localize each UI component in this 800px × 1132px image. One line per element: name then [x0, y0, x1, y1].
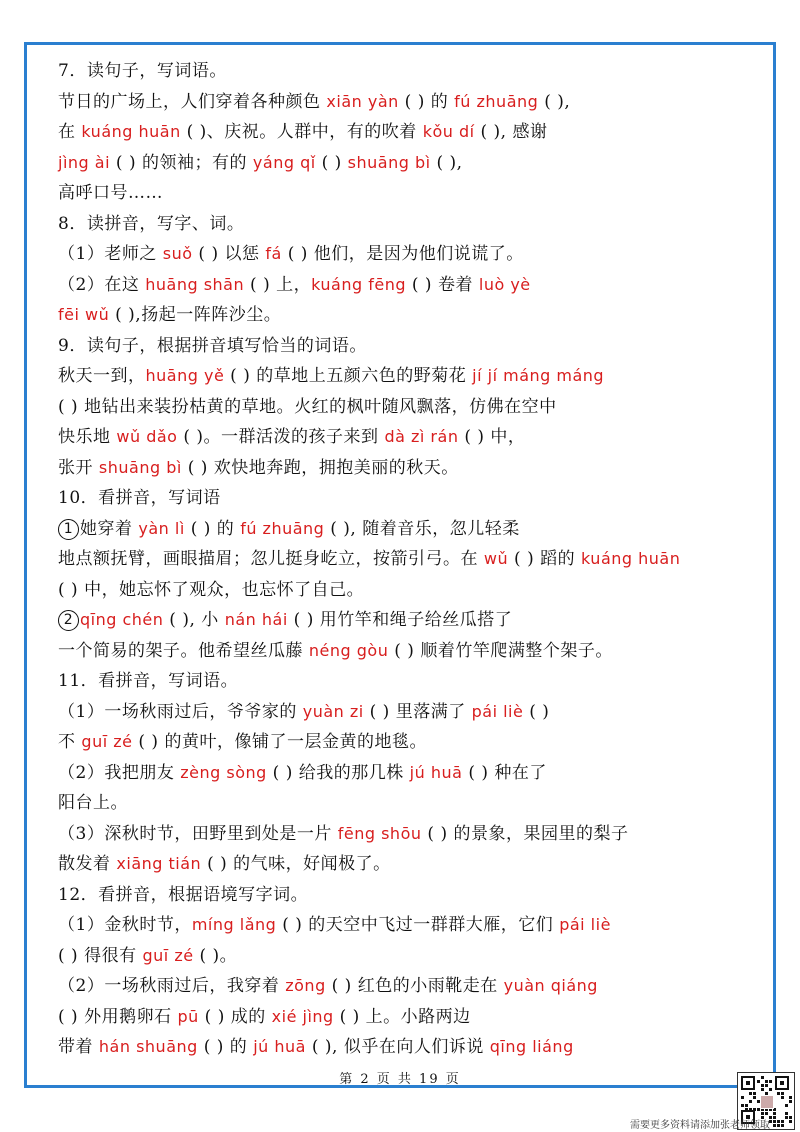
- text-line: [58, 636, 758, 667]
- line-text: ( )、庆祝。人群中，有的吹着: [180, 122, 423, 142]
- line-text: （2）我把朋友: [58, 762, 181, 783]
- pinyin-text: pái liè: [471, 701, 524, 721]
- text-line: [58, 880, 758, 911]
- pinyin-text: yuàn zi: [302, 701, 364, 721]
- line-text: ( ),: [430, 152, 463, 173]
- text-line: [58, 819, 758, 850]
- line-text: ( ) 的: [184, 518, 241, 539]
- line-text: 快乐地: [58, 427, 117, 447]
- pinyin-text: pū: [177, 1006, 199, 1026]
- pinyin-text: dà zì rán: [384, 427, 459, 446]
- pinyin-text: nán hái: [224, 610, 288, 629]
- line-text: ( ) 的天空中飞过一群群大雁，它们: [276, 915, 560, 935]
- page-footer: 第 2 页 共 19 页: [339, 1072, 461, 1087]
- line-text: ( ) 红色的小雨靴走在: [325, 976, 504, 996]
- line-text: ( ) 的景象，果园里的梨子: [421, 823, 629, 844]
- text-line: [58, 148, 758, 179]
- pinyin-text: jìng ài: [58, 152, 111, 172]
- circled-number: 2: [58, 610, 79, 631]
- text-line: [58, 971, 758, 1002]
- text-line: [58, 422, 758, 453]
- text-line: [58, 453, 758, 484]
- pinyin-text: fēi wǔ: [58, 305, 110, 324]
- line-text: 在: [58, 122, 82, 142]
- line-text: 12．看拼音，根据语境写字词。: [58, 884, 309, 905]
- pinyin-text: hán shuāng: [98, 1037, 198, 1056]
- text-line: [58, 361, 758, 392]
- pinyin-text: fēng shōu: [337, 823, 422, 843]
- pinyin-text: huāng yě: [145, 366, 225, 385]
- line-text: ( ) 的: [197, 1037, 254, 1057]
- line-text: ( ), 似乎在向人们诉说: [305, 1037, 490, 1057]
- pinyin-text: kuáng huān: [581, 549, 681, 568]
- line-text: ( ) 得很有: [58, 945, 143, 966]
- line-text: ( ) 外用鹅卵石: [58, 1006, 178, 1027]
- line-text: （1）老师之: [58, 244, 163, 264]
- pinyin-text: shuāng bì: [347, 152, 431, 172]
- text-line: [58, 209, 758, 240]
- line-text: ( ) 顺着竹竿爬满整个架子。: [388, 640, 613, 661]
- pinyin-text: guī zé: [142, 945, 194, 965]
- pinyin-text: fú zhuāng: [240, 518, 325, 538]
- line-text: ( ) 的气味，好闻极了。: [201, 854, 391, 874]
- pinyin-text: fá: [265, 244, 282, 263]
- text-line: [58, 910, 758, 941]
- line-text: ( ), 随着音乐，忽儿轻柔: [324, 518, 520, 539]
- line-text: ( ) 他们，是因为他们说谎了。: [281, 244, 524, 264]
- contact-note: 需要更多资料请添加张老师领取: [630, 1120, 770, 1131]
- pinyin-text: yuàn qiáng: [503, 976, 598, 995]
- line-text: ( )。一群活泼的孩子来到: [177, 427, 385, 447]
- text-line: [58, 849, 758, 880]
- pinyin-text: yáng qǐ: [252, 152, 316, 172]
- pinyin-text: zèng sòng: [180, 762, 267, 782]
- text-line: [58, 117, 758, 148]
- pinyin-text: kǒu dí: [422, 122, 475, 141]
- line-text: 不: [58, 732, 82, 752]
- line-text: ( ) 的草地上五颜六色的野菊花: [224, 366, 473, 386]
- text-line: [58, 392, 758, 423]
- text-line: [58, 56, 758, 87]
- text-line: [58, 575, 758, 606]
- text-line: [58, 941, 758, 972]
- line-text: （3）深秋时节，田野里到处是一片: [58, 823, 338, 844]
- pinyin-text: yàn lì: [138, 518, 185, 538]
- pinyin-text: suǒ: [162, 244, 193, 263]
- pinyin-text: kuáng huān: [81, 122, 181, 141]
- text-line: [58, 331, 758, 362]
- line-text: （1）一场秋雨过后，爷爷家的: [58, 701, 303, 722]
- text-line: [58, 666, 758, 697]
- text-line: [58, 1002, 758, 1033]
- text-line: [58, 178, 758, 209]
- pinyin-text: jí jí máng máng: [472, 366, 605, 385]
- line-text: ( ) 里落满了: [363, 701, 472, 722]
- pinyin-text: qīng chén: [80, 610, 164, 629]
- line-text: ( ), 小: [163, 610, 225, 630]
- text-line: [58, 544, 758, 575]
- text-line: [58, 1032, 758, 1063]
- line-text: 11．看拼音，写词语。: [58, 671, 239, 691]
- line-text: ( ),扬起一阵阵沙尘。: [109, 305, 282, 325]
- pinyin-text: jú huā: [409, 762, 463, 782]
- pinyin-text: kuáng fēng: [311, 274, 406, 294]
- line-text: ( ) 成的: [198, 1006, 272, 1027]
- line-text: ( ) 上。小路两边: [333, 1006, 471, 1027]
- pinyin-text: zōng: [285, 976, 326, 995]
- text-line: [58, 514, 758, 545]
- pinyin-text: fú zhuāng: [454, 91, 539, 111]
- pinyin-text: wǔ dǎo: [116, 427, 178, 446]
- text-line: [58, 758, 758, 789]
- line-text: ( ) 以惩: [192, 244, 266, 264]
- line-text: ( ) 的领袖；有的: [110, 152, 253, 173]
- text-line: [58, 87, 758, 118]
- pinyin-text: guī zé: [81, 732, 133, 751]
- text-line: [58, 270, 758, 301]
- circled-number: 1: [58, 519, 79, 540]
- line-text: 地点额抚臂，画眼描眉；忽儿挺身屹立，按箭引弓。在: [58, 549, 484, 569]
- line-text: 她穿着: [80, 518, 139, 539]
- text-line: [58, 605, 758, 636]
- pinyin-text: luò yè: [478, 274, 531, 294]
- line-text: ( ) 种在了: [462, 762, 547, 783]
- line-text: ( ) 中，: [458, 427, 526, 447]
- line-text: ( ),: [538, 91, 571, 112]
- pinyin-text: qīng liáng: [489, 1037, 574, 1056]
- text-line: [58, 300, 758, 331]
- text-line: [58, 727, 758, 758]
- pinyin-text: xié jìng: [271, 1006, 334, 1026]
- worksheet-content: [58, 56, 758, 1063]
- pinyin-text: huāng shān: [145, 274, 245, 294]
- line-text: 散发着: [58, 854, 117, 874]
- line-text: 一个简易的架子。他希望丝瓜藤: [58, 640, 309, 661]
- pinyin-text: wǔ: [483, 549, 509, 568]
- line-text: ( ): [523, 701, 550, 722]
- pinyin-text: pái liè: [559, 915, 611, 934]
- text-line: [58, 697, 758, 728]
- line-text: 带着: [58, 1037, 99, 1057]
- line-text: ( ) 的黄叶，像铺了一层金黄的地毯。: [132, 732, 427, 752]
- line-text: ( ) 卷着: [405, 274, 479, 295]
- line-text: ( ) 上，: [244, 274, 312, 295]
- pinyin-text: jú huā: [253, 1037, 306, 1056]
- line-text: （2）一场秋雨过后，我穿着: [58, 976, 286, 996]
- line-text: ( ): [315, 152, 348, 173]
- line-text: 10．看拼音，写词语: [58, 488, 221, 508]
- line-text: ( ) 蹈的: [508, 549, 582, 569]
- text-line: [58, 788, 758, 819]
- pinyin-text: xiān yàn: [326, 91, 399, 111]
- text-line: [58, 239, 758, 270]
- line-text: ( ) 的: [398, 91, 455, 112]
- pinyin-text: míng lǎng: [191, 915, 277, 934]
- line-text: 张开: [58, 457, 99, 478]
- line-text: ( ) 给我的那几株: [266, 762, 410, 783]
- line-text: （2）在这: [58, 274, 146, 295]
- line-text: 7．读句子，写词语。: [58, 61, 227, 81]
- line-text: 9．读句子，根据拼音填写恰当的词语。: [58, 335, 367, 356]
- pinyin-text: shuāng bì: [98, 457, 182, 477]
- line-text: 高呼口号……: [58, 183, 163, 203]
- line-text: 秋天一到，: [58, 366, 146, 386]
- text-line: [58, 483, 758, 514]
- line-text: 阳台上。: [58, 793, 128, 813]
- pinyin-text: xiāng tián: [116, 854, 202, 873]
- line-text: ( )。: [193, 945, 238, 966]
- line-text: （1）金秋时节，: [58, 915, 192, 935]
- line-text: ( ) 欢快地奔跑，拥抱美丽的秋天。: [181, 457, 459, 478]
- line-text: ( ), 感谢: [474, 122, 548, 142]
- line-text: ( ) 地钻出来装扮枯黄的草地。火红的枫叶随风飘落，仿佛在空中: [58, 396, 557, 417]
- line-text: ( ) 中，她忘怀了观众，也忘怀了自己。: [58, 579, 365, 600]
- line-text: 节日的广场上，人们穿着各种颜色: [58, 91, 327, 112]
- pinyin-text: néng gòu: [308, 640, 389, 660]
- line-text: 8．读拼音，写字、词。: [58, 213, 245, 234]
- line-text: ( ) 用竹竿和绳子给丝瓜搭了: [287, 610, 513, 630]
